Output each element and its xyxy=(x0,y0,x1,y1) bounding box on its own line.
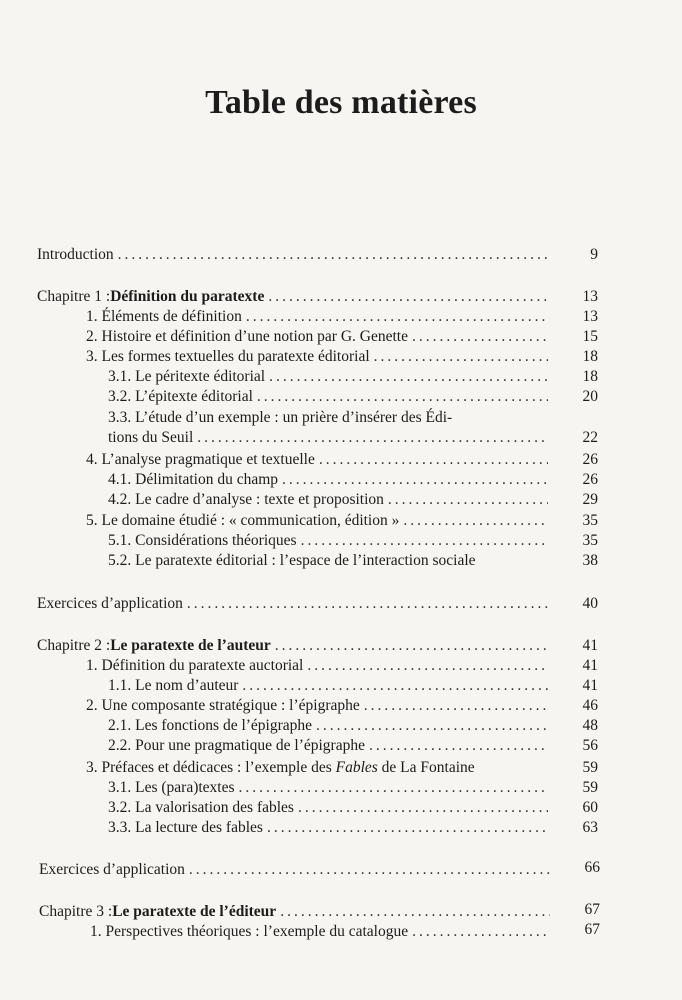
dot-leader xyxy=(280,902,550,922)
chapter-title: Le paratexte de l’auteur xyxy=(110,637,271,654)
toc-page-number: 9 xyxy=(590,246,598,263)
toc-label: Les formes textuelles du paratexte éditorial xyxy=(101,348,370,365)
section-number: 3.2. xyxy=(108,799,132,816)
toc-label: Le péritexte éditorial xyxy=(135,368,266,385)
toc-page-number: 46 xyxy=(582,697,598,714)
section-number: 3. xyxy=(86,348,98,365)
toc-page-number: 56 xyxy=(582,737,598,754)
toc-label-part: Préfaces et dédicaces : l’exemple des xyxy=(101,759,336,776)
toc-label: Les (para)textes xyxy=(135,779,235,796)
dot-leader xyxy=(197,428,548,448)
toc-entry-2-3-1[interactable] xyxy=(108,778,552,798)
toc-entry-1-4-2[interactable] xyxy=(108,490,552,510)
toc-label: La lecture des fables xyxy=(135,819,263,836)
toc-entry-1-5-1[interactable] xyxy=(108,531,552,551)
toc-label: Histoire et définition d’une notion par G. Genette xyxy=(101,328,408,345)
toc-page-number: 40 xyxy=(582,595,598,612)
toc-label: Éléments de définition xyxy=(101,308,242,325)
toc-entry-1-4[interactable] xyxy=(86,450,552,470)
toc-page-number: 13 xyxy=(582,308,598,325)
dot-leader xyxy=(246,307,548,327)
dot-leader xyxy=(269,367,548,387)
toc-label: Exercices d’application xyxy=(37,595,183,612)
chapter-prefix: Chapitre 3 : xyxy=(39,903,113,920)
toc-page-number: 59 xyxy=(582,759,598,776)
section-number: 2.2. xyxy=(108,737,132,754)
toc-page-number: 38 xyxy=(582,552,598,569)
toc-entry-2-2[interactable] xyxy=(86,696,552,716)
toc-page-number: 22 xyxy=(582,429,598,446)
toc-label: Les fonctions de l’épigraphe xyxy=(135,717,313,734)
section-number: 3.1. xyxy=(108,779,132,796)
section-number: 1.1. xyxy=(108,677,132,694)
toc-page-number: 29 xyxy=(582,491,598,508)
dot-leader xyxy=(298,798,548,818)
section-number: 2. xyxy=(86,328,98,345)
toc-label: L’étude d’un exemple : un prière d’insérer des Édi- xyxy=(135,409,453,426)
dot-leader xyxy=(412,922,550,942)
toc-entry-1-1[interactable] xyxy=(86,307,552,327)
toc-label: Définition du paratexte auctorial xyxy=(101,657,304,674)
section-number: 2.1. xyxy=(108,717,132,734)
dot-leader xyxy=(275,636,548,656)
toc-label: Perspectives théoriques : l’exemple du catalogue xyxy=(105,923,409,940)
toc-label: L’analyse pragmatique et textuelle xyxy=(101,451,315,468)
dot-leader xyxy=(239,778,548,798)
toc-entry-1-3-3[interactable] xyxy=(108,408,552,428)
dot-leader xyxy=(364,696,548,716)
toc-page-number: 63 xyxy=(582,819,598,836)
dot-leader xyxy=(282,470,548,490)
toc-page-number: 35 xyxy=(582,512,598,529)
toc-entry-1-5[interactable] xyxy=(86,511,552,531)
toc-page-number: 59 xyxy=(582,779,598,796)
section-number: 4. xyxy=(86,451,98,468)
toc-page-number: 67 xyxy=(584,921,600,938)
toc-entry-1-4-1[interactable] xyxy=(108,470,552,490)
toc-entry-2-1[interactable] xyxy=(86,656,552,676)
dot-leader xyxy=(319,450,548,470)
dot-leader xyxy=(301,531,548,551)
toc-label: Introduction xyxy=(37,246,114,263)
toc-entry-1-5-2[interactable] xyxy=(108,551,552,571)
section-number: 1. xyxy=(86,657,98,674)
chapter-prefix: Chapitre 1 : xyxy=(37,288,111,305)
dot-leader xyxy=(412,327,548,347)
toc-entry-3-1[interactable] xyxy=(90,922,554,942)
toc-page-number: 41 xyxy=(582,637,598,654)
toc-entry-chapter-2[interactable] xyxy=(37,636,552,656)
toc-label: Délimitation du champ xyxy=(135,471,279,488)
chapter-prefix: Chapitre 2 : xyxy=(37,637,111,654)
toc-entry-chapter-1[interactable] xyxy=(37,287,552,307)
section-number: 1. xyxy=(86,308,98,325)
section-number: 4.1. xyxy=(108,471,132,488)
dot-leader xyxy=(257,387,548,407)
toc-page-number: 26 xyxy=(582,451,598,468)
dot-leader xyxy=(189,860,550,880)
toc-label: Exercices d’application xyxy=(39,861,185,878)
toc-entry-1-3-2[interactable] xyxy=(108,387,552,407)
dot-leader xyxy=(267,818,548,838)
toc-entry-2-2-2[interactable] xyxy=(108,736,552,756)
toc-entry-1-3[interactable] xyxy=(86,347,552,367)
dot-leader xyxy=(316,716,548,736)
section-number: 5.2. xyxy=(108,552,132,569)
toc-entry-introduction[interactable] xyxy=(37,245,552,265)
toc-page-number: 18 xyxy=(582,368,598,385)
toc-page-number: 13 xyxy=(582,288,598,305)
toc-label-part: de La Fontaine xyxy=(377,759,475,776)
toc-entry-chapter-3[interactable] xyxy=(39,902,554,922)
toc-entry-2-3[interactable] xyxy=(86,758,552,778)
chapter-title: Le paratexte de l’éditeur xyxy=(112,903,277,920)
toc-page-number: 48 xyxy=(582,717,598,734)
toc-entry-1-2[interactable] xyxy=(86,327,552,347)
toc-page-number: 41 xyxy=(582,657,598,674)
section-number: 5.1. xyxy=(108,532,132,549)
toc-label-italic: Fables xyxy=(335,759,378,776)
toc-page-number: 35 xyxy=(582,532,598,549)
toc-page-number: 67 xyxy=(584,901,600,918)
toc-label: Le nom d’auteur xyxy=(135,677,239,694)
section-number: 1. xyxy=(90,923,102,940)
section-number: 2. xyxy=(86,697,98,714)
section-number: 3.3. xyxy=(108,819,132,836)
toc-page-number: 41 xyxy=(582,677,598,694)
toc-page-number: 60 xyxy=(582,799,598,816)
dot-leader xyxy=(268,287,548,307)
toc-entry-1-3-3-continuation[interactable] xyxy=(108,428,552,448)
toc-label: Le domaine étudié : « communication, édition » xyxy=(101,512,400,529)
toc-entry-1-3-1[interactable] xyxy=(108,367,552,387)
page-title: Table des matières xyxy=(205,84,477,121)
toc-label xyxy=(102,758,475,778)
toc-page-number: 66 xyxy=(584,859,600,876)
toc-page-number: 18 xyxy=(582,348,598,365)
dot-leader xyxy=(307,656,548,676)
toc-entry-2-2-1[interactable] xyxy=(108,716,552,736)
toc-label: Une composante stratégique : l’épigraphe xyxy=(101,697,360,714)
toc-label: Le paratexte éditorial : l’espace de l’interaction sociale xyxy=(135,552,476,569)
toc-entry-2-3-2[interactable] xyxy=(108,798,552,818)
toc-page-number: 26 xyxy=(582,471,598,488)
dot-leader xyxy=(388,490,548,510)
dot-leader xyxy=(403,511,548,531)
toc-label: La valorisation des fables xyxy=(135,799,294,816)
dot-leader xyxy=(374,347,548,367)
section-number: 3.3. xyxy=(108,409,132,426)
chapter-title: Définition du paratexte xyxy=(110,288,265,305)
toc-entry-2-1-1[interactable] xyxy=(108,676,552,696)
toc-label: L’épitexte éditorial xyxy=(135,388,253,405)
dot-leader xyxy=(187,594,548,614)
toc-label: Considérations théoriques xyxy=(135,532,297,549)
toc-page-number: 20 xyxy=(582,388,598,405)
toc-entry-exercises-1[interactable] xyxy=(37,594,552,614)
section-number: 3. xyxy=(86,759,98,776)
section-number: 5. xyxy=(86,512,98,529)
section-number: 3.2. xyxy=(108,388,132,405)
toc-page-number: 15 xyxy=(582,328,598,345)
toc-label: Pour une pragmatique de l’épigraphe xyxy=(135,737,365,754)
toc-label: Le cadre d’analyse : texte et proposition xyxy=(135,491,384,508)
toc-entry-2-3-3[interactable] xyxy=(108,818,552,838)
toc-label-continuation: tions du Seuil xyxy=(108,429,194,446)
section-number: 4.2. xyxy=(108,491,132,508)
toc-entry-exercises-2[interactable] xyxy=(39,860,554,880)
dot-leader xyxy=(369,736,548,756)
dot-leader xyxy=(242,676,548,696)
section-number: 3.1. xyxy=(108,368,132,385)
dot-leader xyxy=(118,245,548,265)
